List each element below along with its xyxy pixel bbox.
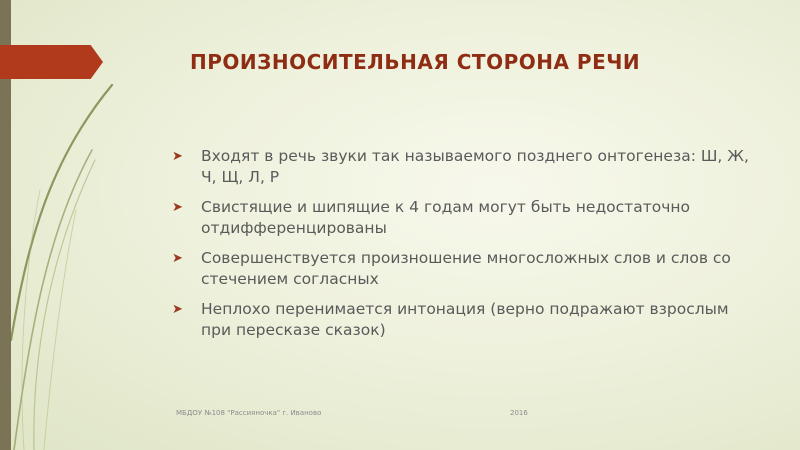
arrow-bullet-icon: ➤ (172, 302, 183, 317)
bullet-list (172, 146, 762, 350)
slide-title: ПРОИЗНОСИТЕЛЬНАЯ СТОРОНА РЕЧИ (190, 50, 641, 74)
bullet-text: Неплохо перенимается интонация (верно подражают взрослым при пересказе сказок) (201, 300, 729, 339)
arrow-bullet-icon: ➤ (172, 149, 183, 164)
arrow-bullet-icon: ➤ (172, 200, 183, 215)
list-item (172, 146, 762, 188)
bullet-text: Входят в речь звуки так называемого позднего онтогенеза: Ш, Ж, Ч, Щ, Л, Р (201, 147, 749, 186)
bullet-text: Свистящие и шипящие к 4 годам могут быть недостаточно отдифференцированы (201, 198, 690, 237)
title-accent-band (0, 45, 103, 79)
list-item (172, 197, 762, 239)
list-item (172, 248, 762, 290)
footer-year: 2016 (510, 409, 528, 417)
bullet-text: Совершенствуется произношение многосложных слов и слов со стечением согласных (201, 249, 731, 288)
arrow-bullet-icon: ➤ (172, 251, 183, 266)
list-item (172, 299, 762, 341)
footer-organization: МБДОУ №108 "Рассияночка" г. Иваново (176, 409, 322, 417)
